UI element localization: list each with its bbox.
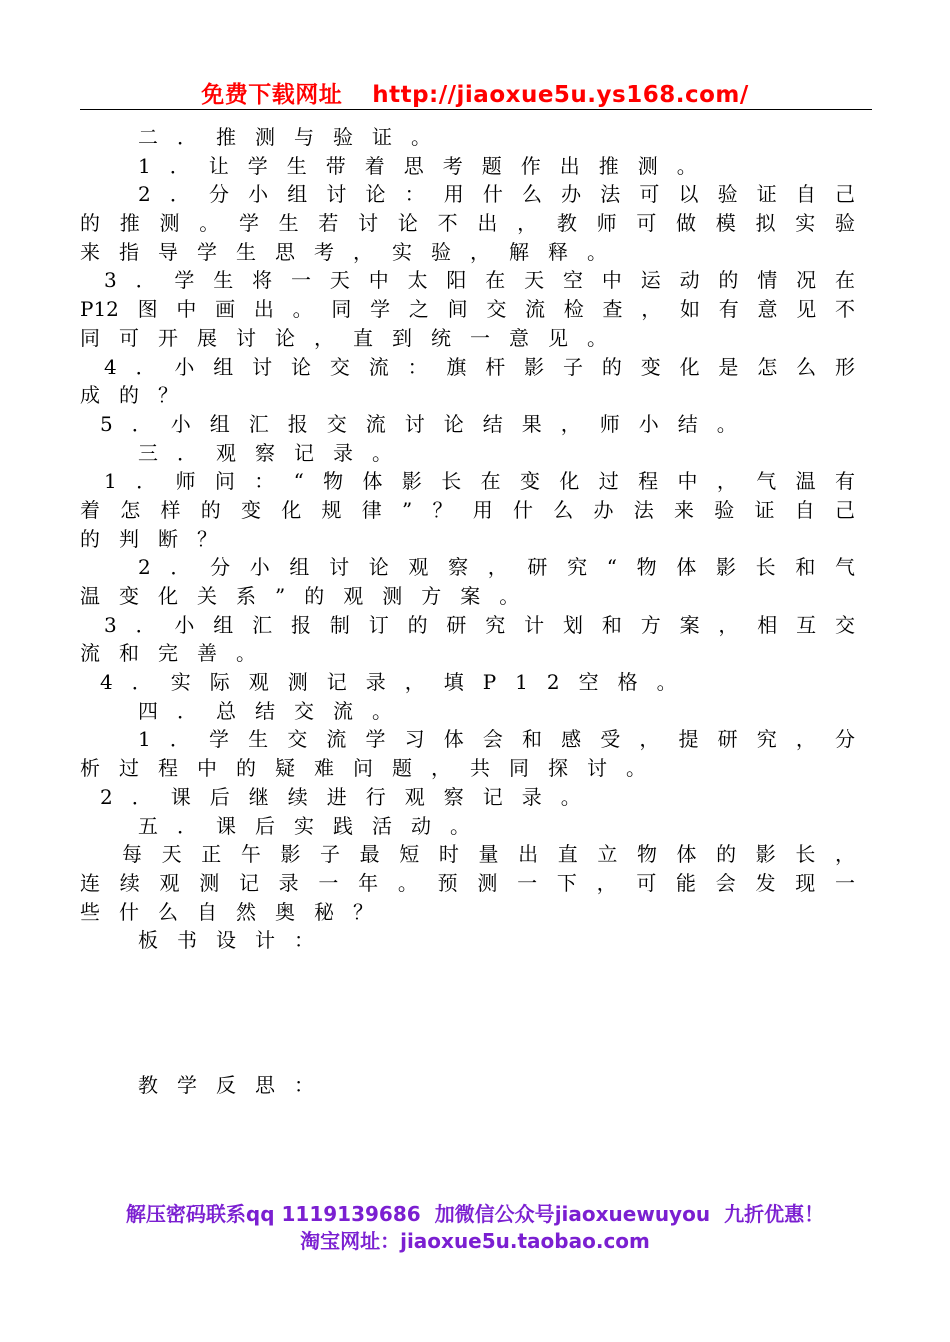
footer-wechat-label: 加微信公众号: [434, 1202, 555, 1226]
download-label: 免费下载网址: [201, 82, 343, 108]
paragraph-line: 1．让学生带着思考题作出推测。: [138, 153, 716, 178]
paragraph-line: 些什么自然奥秘？: [80, 899, 392, 924]
paragraph-line: 析过程中的疑难问题，共同探讨。: [80, 756, 665, 781]
section-heading: 三．观察记录。: [138, 440, 411, 465]
paragraph-line: P12图中画出。同学之间交流检查，如有意见不: [80, 297, 855, 322]
paragraph-line: 1．师问：“物体影长在变化过程中，气温有: [104, 469, 855, 494]
paragraph-line: 2．分小组讨论观察，研究“物体影长和气: [138, 555, 855, 580]
paragraph-line: 3．学生将一天中太阳在天空中运动的情况在: [104, 268, 855, 293]
paragraph-line: 每天正午影子最短时量出直立物体的影长，: [122, 842, 855, 867]
paragraph-line: 的判断？: [80, 526, 236, 551]
footer-qq: qq 1119139686: [245, 1202, 421, 1226]
download-url-link[interactable]: http://jiaoxue5u.ys168.com/: [372, 82, 749, 108]
paragraph-line: 3．小组汇报制订的研究计划和方案，相互交: [104, 612, 855, 637]
teaching-reflection-label: 教学反思：: [138, 1072, 333, 1097]
lesson-content: [80, 123, 855, 1100]
header-divider: [80, 109, 872, 110]
paragraph-line: 的推测。学生若讨论不出，教师可做模拟实验: [80, 211, 855, 236]
paragraph-line: 同可开展讨论，直到统一意见。: [80, 325, 626, 350]
paragraph-line: 4．实际观测记录，填P12空格。: [100, 670, 696, 695]
footer-taobao-label: 淘宝网址：: [300, 1229, 401, 1253]
section-heading: 四．总结交流。: [138, 698, 411, 723]
paragraph-line: 温变化关系”的观测方案。: [80, 584, 539, 608]
paragraph-line: 连续观测记录一年。预测一下，可能会发现一: [80, 870, 855, 895]
footer-contact-line: [0, 1198, 950, 1227]
paragraph-line: 流和完善。: [80, 641, 275, 666]
footer-contact-label: 解压密码联系: [125, 1202, 246, 1226]
paragraph-line: 2．课后继续进行观察记录。: [100, 784, 600, 809]
footer-taobao-line: [0, 1225, 950, 1254]
board-design-label: 板书设计：: [138, 928, 333, 953]
paragraph-line: 2．分小组讨论：用什么办法可以验证自己: [138, 182, 855, 207]
footer-taobao-link[interactable]: jiaoxue5u.taobao.com: [400, 1229, 650, 1253]
paragraph-line: 1．学生交流学习体会和感受，提研究，分: [138, 727, 855, 752]
paragraph-line: 来指导学生思考，实验，解释。: [80, 239, 626, 264]
footer-wechat-id: jiaoxuewuyou: [554, 1202, 711, 1226]
section-heading: 五．课后实践活动。: [138, 813, 489, 838]
board-design-space: [80, 955, 855, 1071]
paragraph-line: 着怎样的变化规律”？用什么办法来验证自己: [80, 497, 855, 522]
download-header: [0, 76, 950, 109]
paragraph-line: 4．小组讨论交流：旗杆影子的变化是怎么形: [104, 354, 855, 379]
paragraph-line: 5．小组汇报交流讨论结果，师小结。: [100, 411, 756, 436]
section-heading: 二．推测与验证。: [138, 125, 450, 149]
footer-discount: 九折优惠！: [724, 1202, 825, 1226]
paragraph-line: 成的？: [80, 383, 197, 408]
